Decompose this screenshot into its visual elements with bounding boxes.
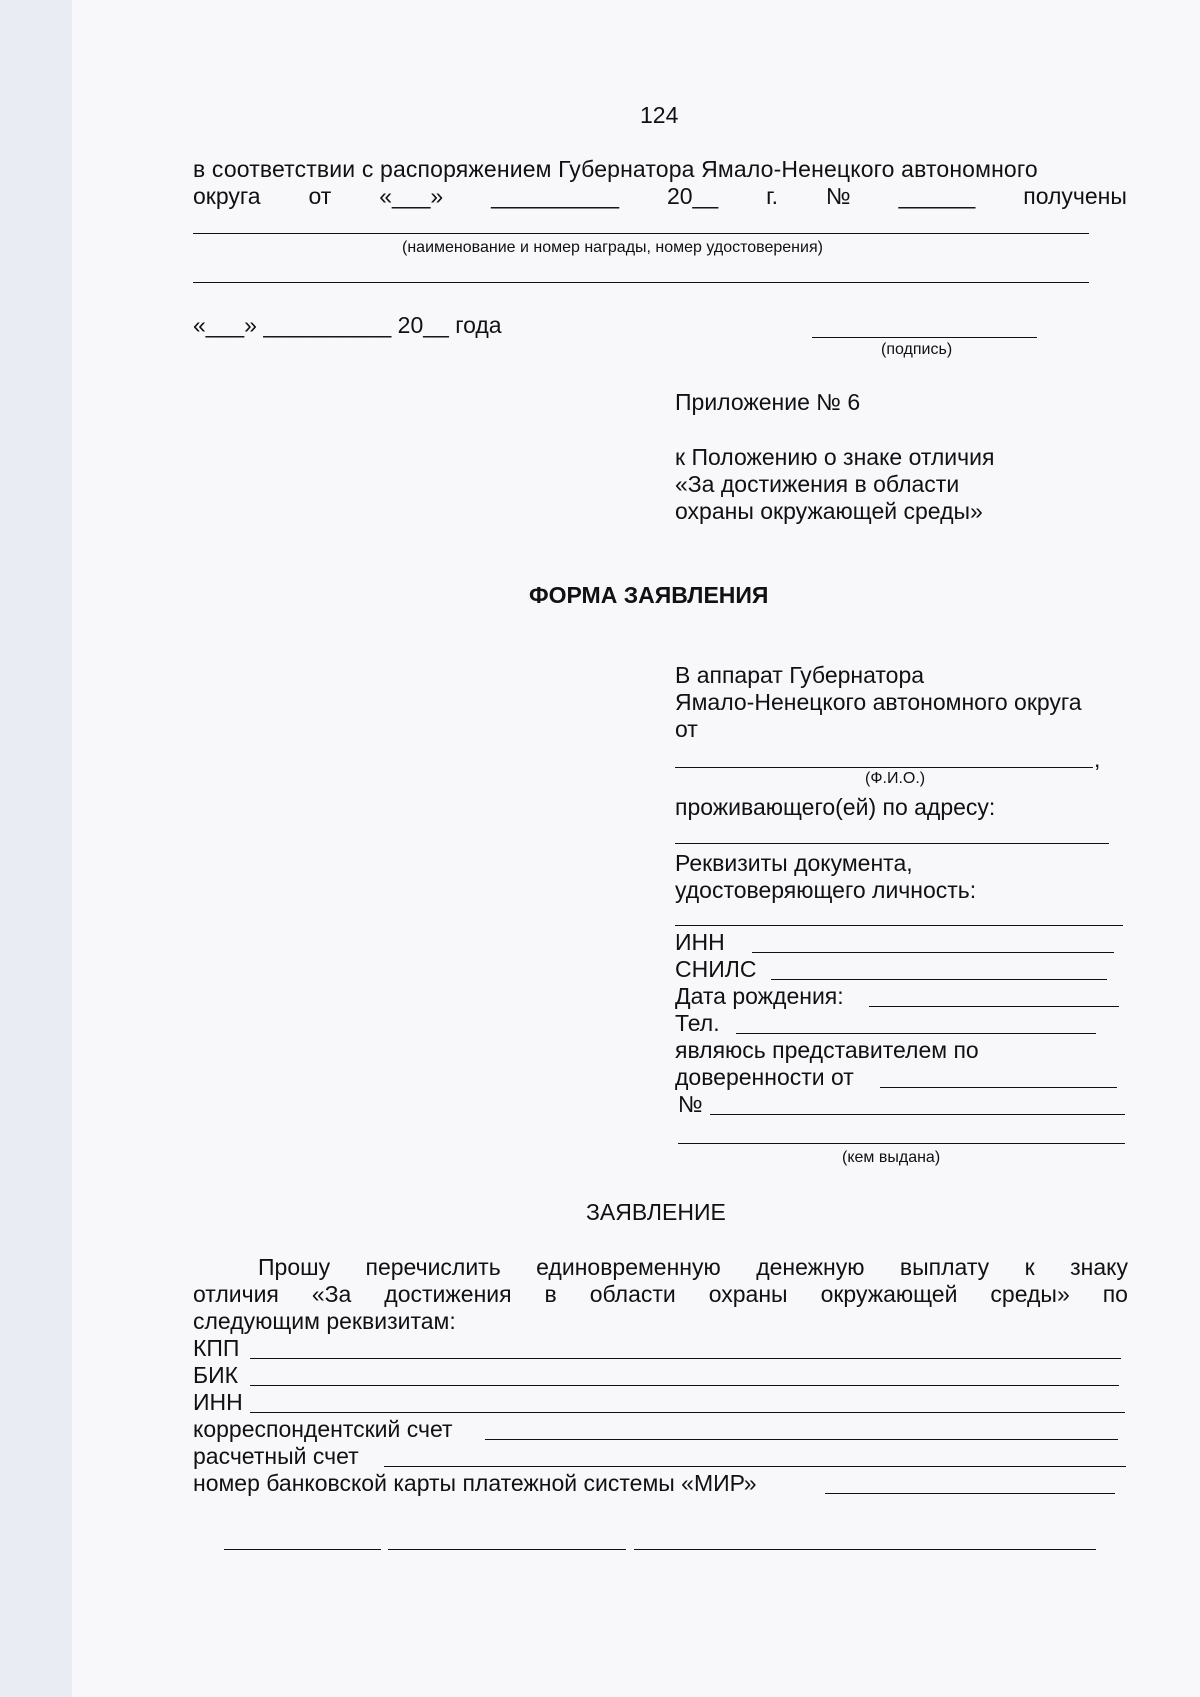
proxy-label: доверенности от: [675, 1064, 854, 1090]
addressee-line-1: В аппарат Губернатора: [675, 662, 925, 688]
address-line: [675, 843, 1109, 844]
statement-para-2-word: отличия: [193, 1281, 279, 1307]
bik-label: БИК: [193, 1362, 239, 1388]
decree-line-2-word: г.: [766, 183, 779, 209]
decree-line-2-word: №: [825, 183, 851, 209]
statement-para-1-word: единовременную: [536, 1254, 721, 1280]
page-number: 124: [640, 102, 679, 128]
receipt-date: «___» __________ 20__ года: [193, 312, 502, 338]
appendix-line-3: охраны окружающей среды»: [675, 498, 983, 524]
proxy-number-row: [678, 1091, 703, 1117]
phone-line: [736, 1033, 1096, 1034]
appendix-line-2: «За достижения в области: [675, 471, 960, 497]
inn-row: [675, 929, 725, 955]
proxy-number-line: [710, 1114, 1125, 1115]
decree-line-2-word: __________: [491, 183, 620, 209]
inn2-label: ИНН: [193, 1389, 243, 1415]
appendix-line-1: к Положению о знаке отличия: [675, 444, 995, 470]
statement-para-2-word: окружающей: [820, 1281, 958, 1307]
birth-row: [675, 983, 844, 1009]
id-doc-label-2: удостоверяющего личность:: [675, 877, 977, 903]
snils-label: СНИЛС: [675, 956, 757, 982]
statement-para-1-word: к: [1024, 1254, 1035, 1280]
inn-label: ИНН: [675, 929, 725, 955]
fio-comma: ,: [1094, 746, 1101, 772]
appendix-number: Приложение № 6: [675, 389, 861, 415]
bottom-line-signature: [388, 1549, 626, 1550]
decree-line-2-word: от: [308, 183, 332, 209]
decree-line-2-word: ______: [898, 183, 976, 209]
award-line-2: [193, 282, 1089, 283]
snils-row: [675, 956, 756, 982]
inn-line: [752, 952, 1114, 953]
id-doc-label-1: Реквизиты документа,: [675, 850, 913, 876]
proxy-row: [675, 1064, 854, 1090]
decree-line-2-word: получены: [1023, 183, 1127, 209]
statement-para-2-word: «За: [311, 1281, 352, 1307]
kpp-line: [250, 1358, 1121, 1359]
statement-para-1-word: выплату: [899, 1254, 990, 1280]
statement-para-line-1: [258, 1254, 1128, 1280]
statement-para-2-word: охраны: [708, 1281, 788, 1307]
statement-para-2-word: среды»: [990, 1281, 1070, 1307]
award-line: [193, 233, 1089, 234]
statement-para-1-word: денежную: [756, 1254, 865, 1280]
corr-account-line: [485, 1439, 1118, 1440]
statement-para-2-word: в: [544, 1281, 557, 1307]
proxy-line: [880, 1087, 1117, 1088]
proxy-number-label: №: [678, 1091, 703, 1117]
statement-title: ЗАЯВЛЕНИЕ: [586, 1199, 726, 1225]
decree-line-2-word: 20__: [666, 183, 719, 209]
phone-label: Тел.: [675, 1010, 720, 1036]
statement-para-2-word: области: [589, 1281, 676, 1307]
decree-line-2-word: «___»: [379, 183, 444, 209]
statement-para-line-2: [193, 1281, 1128, 1307]
addressee-line-2: Ямало-Ненецкого автономного округа: [675, 689, 1082, 715]
inn2-line: [250, 1412, 1125, 1413]
bik-line: [250, 1385, 1119, 1386]
signature-line: [812, 337, 1037, 338]
address-label: проживающего(ей) по адресу:: [675, 794, 996, 820]
decree-line-2-word: округа: [193, 183, 261, 209]
fio-line: [675, 767, 1093, 768]
account-label: расчетный счет: [193, 1443, 359, 1469]
representative-label: являюсь представителем по: [675, 1037, 979, 1063]
statement-para-line-3: следующим реквизитам:: [193, 1308, 456, 1334]
statement-para-2-word: по: [1102, 1281, 1128, 1307]
decree-line-2: [193, 183, 1127, 209]
issued-caption: (кем выдана): [842, 1149, 941, 1166]
corr-account-label: корреспондентский счет: [193, 1416, 453, 1442]
phone-row: [675, 1010, 720, 1036]
birth-label: Дата рождения:: [675, 983, 844, 1009]
decree-line-1: в соответствии с распоряжением Губернатора Ямало-Ненецкого автономного: [193, 156, 1038, 182]
statement-para-1-word: знаку: [1070, 1254, 1128, 1280]
card-label: номер банковской карты платежной системы «МИР»: [193, 1470, 757, 1496]
account-line: [384, 1466, 1126, 1467]
addressee-from: от: [675, 716, 698, 742]
bottom-line-date: [224, 1549, 381, 1550]
statement-para-1-word: Прошу: [258, 1254, 331, 1280]
card-line: [825, 1493, 1115, 1494]
form-title: ФОРМА ЗАЯВЛЕНИЯ: [529, 582, 769, 608]
issued-line: [678, 1143, 1125, 1144]
kpp-label: КПП: [193, 1335, 240, 1361]
snils-line: [771, 979, 1107, 980]
award-caption: (наименование и номер награды, номер удостоверения): [402, 239, 823, 256]
birth-line: [869, 1006, 1119, 1007]
bottom-line-name: [634, 1549, 1096, 1550]
fio-caption: (Ф.И.О.): [865, 770, 926, 787]
statement-para-2-word: достижения: [384, 1281, 512, 1307]
statement-para-1-word: перечислить: [365, 1254, 501, 1280]
signature-caption: (подпись): [881, 341, 953, 358]
id-doc-line: [675, 925, 1123, 926]
